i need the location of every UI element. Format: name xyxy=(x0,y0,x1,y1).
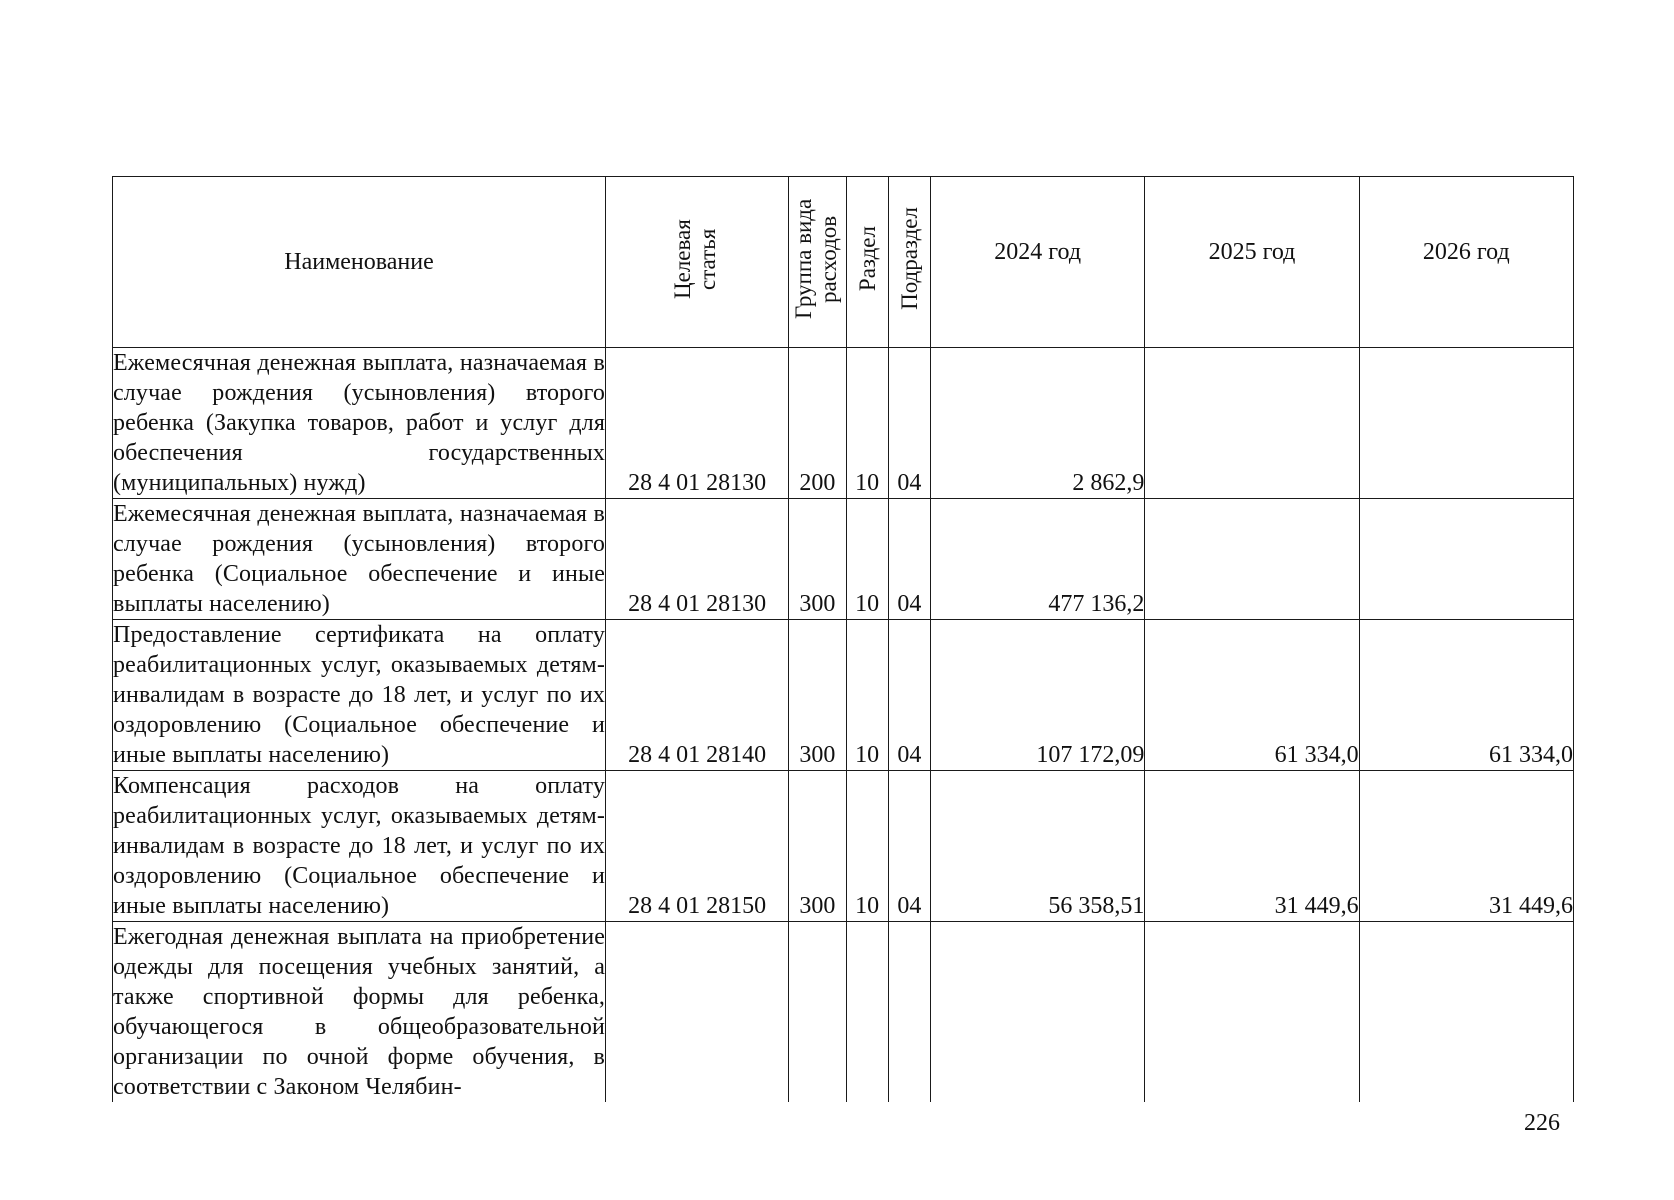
row-2026: 31 449,6 xyxy=(1359,771,1573,922)
budget-table xyxy=(112,176,1574,1102)
table-row xyxy=(113,771,1574,922)
header-2024: 2024 год xyxy=(931,177,1145,348)
row-2025 xyxy=(1145,499,1359,620)
row-2025: 31 449,6 xyxy=(1145,771,1359,922)
row-target: 28 4 01 28150 xyxy=(606,771,789,922)
header-subsection-label: Подраздел xyxy=(896,207,922,310)
header-2025: 2025 год xyxy=(1145,177,1359,348)
row-2026 xyxy=(1359,499,1573,620)
row-2024: 107 172,09 xyxy=(931,620,1145,771)
row-section: 10 xyxy=(846,620,888,771)
header-target xyxy=(606,177,789,348)
row-section xyxy=(846,922,888,1103)
row-subsection: 04 xyxy=(888,771,930,922)
table-row xyxy=(113,499,1574,620)
row-subsection: 04 xyxy=(888,348,930,499)
header-section xyxy=(846,177,888,348)
row-2025 xyxy=(1145,348,1359,499)
page-number: 226 xyxy=(1524,1110,1560,1136)
row-name: Ежемесячная денежная выплата, назначаемая в случае рождения (усыновления) второго ребенка (Закупка товаров, работ и услуг для обеспечения государственных (муниципальных) нужд) xyxy=(113,348,606,499)
table-row xyxy=(113,348,1574,499)
row-2026 xyxy=(1359,348,1573,499)
header-2026: 2026 год xyxy=(1359,177,1573,348)
row-2024: 477 136,2 xyxy=(931,499,1145,620)
table-row xyxy=(113,620,1574,771)
row-target: 28 4 01 28130 xyxy=(606,348,789,499)
row-2024: 2 862,9 xyxy=(931,348,1145,499)
header-row xyxy=(113,177,1574,348)
row-subsection: 04 xyxy=(888,620,930,771)
row-2025: 61 334,0 xyxy=(1145,620,1359,771)
header-name: Наименование xyxy=(113,177,606,348)
row-group: 300 xyxy=(789,620,846,771)
header-expense-group xyxy=(789,177,846,348)
header-expense-group-label: Группа вида расходов xyxy=(791,198,842,319)
row-group: 200 xyxy=(789,348,846,499)
row-subsection xyxy=(888,922,930,1103)
row-name: Ежегодная денежная выплата на приобретение одежды для посещения учебных занятий, а также спортивной формы для ребенка, обучающегося в общеобразовательной организации по очной форме обучения, в соответствии с Законом Челябин- xyxy=(113,922,606,1103)
table-row xyxy=(113,922,1574,1103)
header-target-label: Целевая статья xyxy=(670,218,721,299)
row-group: 300 xyxy=(789,499,846,620)
row-group: 300 xyxy=(789,771,846,922)
row-target xyxy=(606,922,789,1103)
row-name: Ежемесячная денежная выплата, назначаемая в случае рождения (усыновления) второго ребенка (Социальное обеспечение и иные выплаты населению) xyxy=(113,499,606,620)
row-target: 28 4 01 28130 xyxy=(606,499,789,620)
row-section: 10 xyxy=(846,348,888,499)
row-section: 10 xyxy=(846,499,888,620)
row-target: 28 4 01 28140 xyxy=(606,620,789,771)
row-2026 xyxy=(1359,922,1573,1103)
row-2024 xyxy=(931,922,1145,1103)
row-name: Компенсация расходов на оплату реабилитационных услуг, оказываемых детям-инвалидам в возрасте до 18 лет, и услуг по их оздоровлению (Социальное обеспечение и иные выплаты населению) xyxy=(113,771,606,922)
row-group xyxy=(789,922,846,1103)
row-2025 xyxy=(1145,922,1359,1103)
row-name: Предоставление сертификата на оплату реабилитационных услуг, оказываемых детям-инвалидам в возрасте до 18 лет, и услуг по их оздоровлению (Социальное обеспечение и иные выплаты населению) xyxy=(113,620,606,771)
header-subsection xyxy=(888,177,930,348)
row-2026: 61 334,0 xyxy=(1359,620,1573,771)
row-subsection: 04 xyxy=(888,499,930,620)
row-2024: 56 358,51 xyxy=(931,771,1145,922)
row-section: 10 xyxy=(846,771,888,922)
header-section-label: Раздел xyxy=(854,225,880,292)
